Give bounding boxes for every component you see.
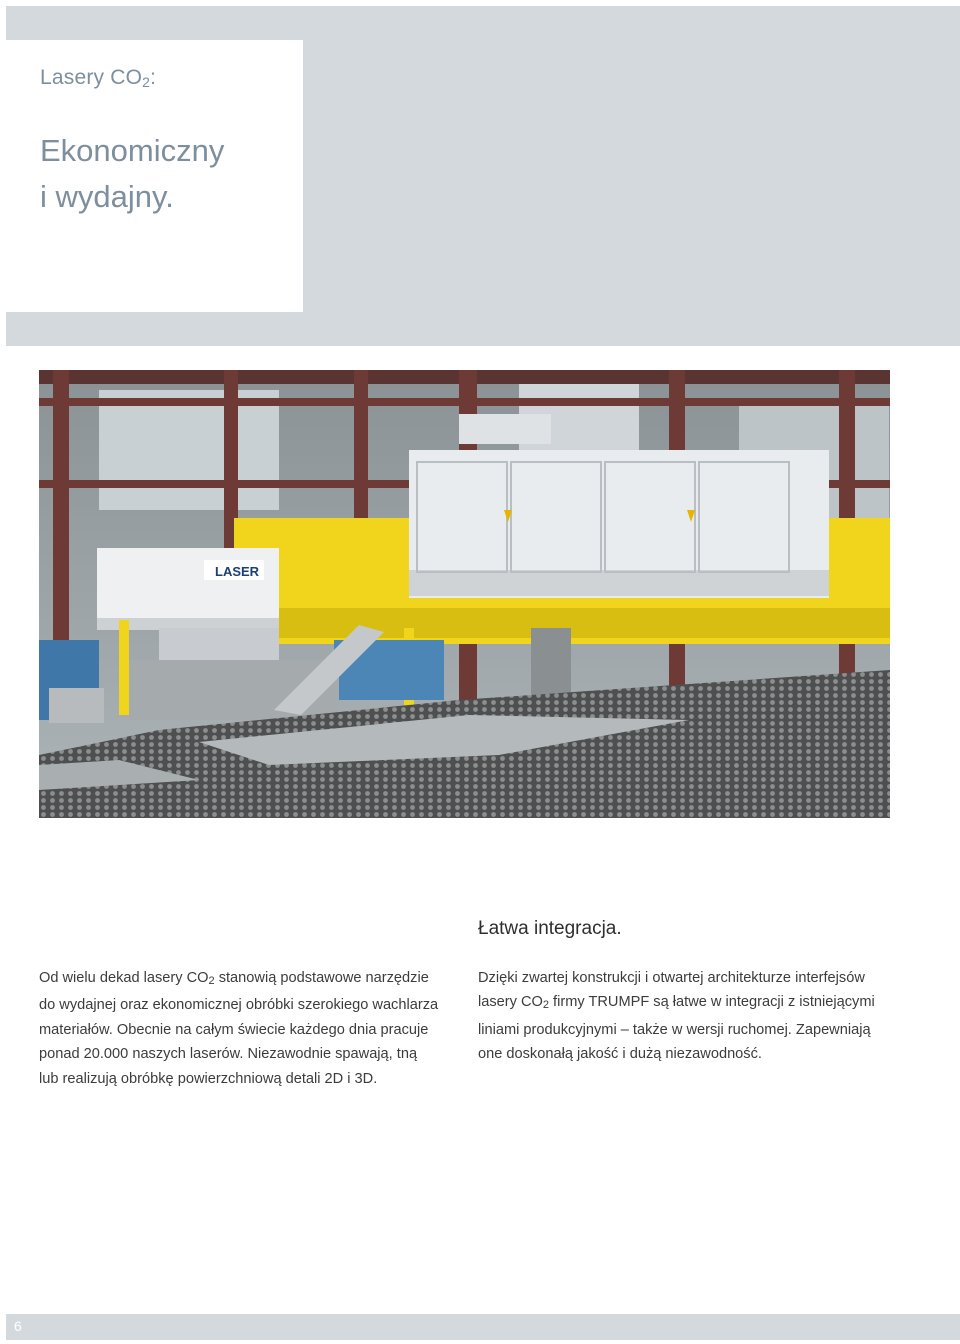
laser-machine-illustration (39, 370, 890, 818)
paragraph-line: one doskonałą jakość i dużą niezawodność. (478, 1046, 762, 1063)
paragraph-line: lasery $CO_2$ firmy TRUMPF są łatwe w integracji z istniejącymi (478, 994, 875, 1012)
headline-line: Ekonomiczny (40, 133, 225, 168)
paragraph-line: do wydajnej oraz ekonomicznej obróbki szerokiego wachlarza (39, 997, 439, 1014)
headline-line: i wydajny. (40, 179, 174, 214)
paragraph-line: liniami produkcyjnymi – także w wersji ruchomej. Zapewniają (478, 1021, 871, 1038)
section-kicker: Lasery $CO_2$: (40, 66, 157, 90)
laser-machine-photo (39, 370, 890, 818)
page-headline (40, 128, 224, 220)
paragraph-line: Od wielu dekad lasery $CO_2$ stanowią podstawowe narzędzie (39, 970, 429, 987)
page-number: 6 (14, 1318, 22, 1334)
footer-band (6, 1314, 960, 1340)
laser-logo-text: LASER (215, 564, 260, 579)
intro-paragraph (39, 966, 459, 1091)
integration-paragraph (478, 966, 918, 1067)
paragraph-line: materiałów. Obecnie na całym świecie każdego dnia pracuje (39, 1021, 429, 1038)
paragraph-line: ponad 20.000 naszych laserów. Niezawodnie spawają, tną (39, 1046, 418, 1063)
column-heading: Łatwa integracja. (478, 918, 622, 939)
paragraph-line: lub realizują obróbkę powierzchniową detali 2D i 3D. (39, 1070, 378, 1087)
paragraph-line: Dzięki zwartej konstrukcji i otwartej architekturze interfejsów (478, 970, 865, 986)
